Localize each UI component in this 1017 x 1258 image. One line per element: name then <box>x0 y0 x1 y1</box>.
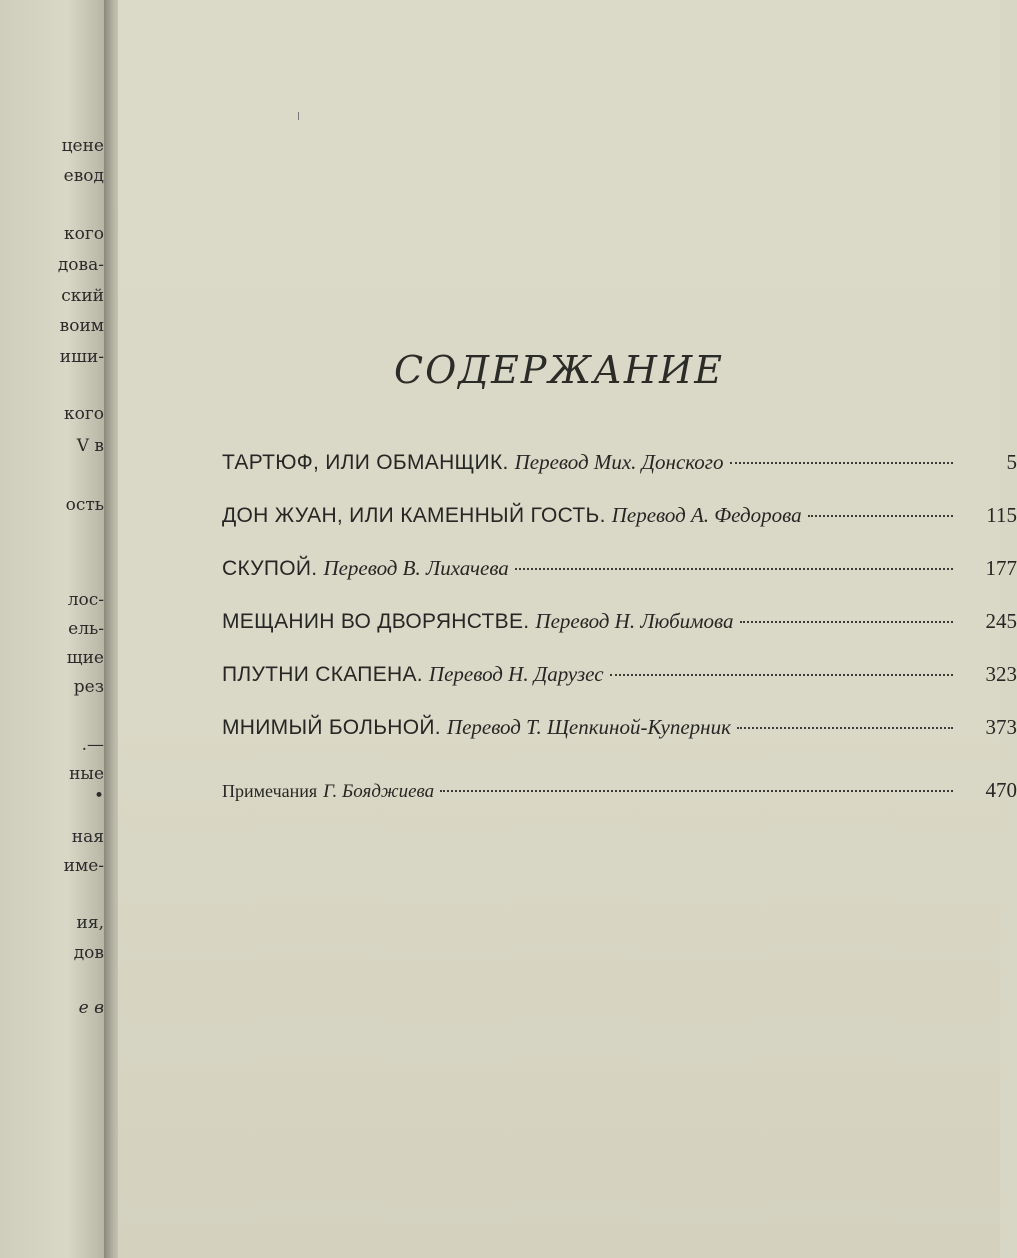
toc-entry <box>222 450 1017 475</box>
toc-title: СКУПОЙ. <box>222 557 318 580</box>
left-text-line: щие <box>66 648 104 668</box>
dot-leader <box>808 515 953 517</box>
dot-leader <box>515 568 953 570</box>
dot-leader <box>730 462 954 464</box>
left-text-line: V в <box>76 436 104 456</box>
dot-leader <box>737 727 953 729</box>
notes-title: Примечания <box>222 781 318 801</box>
left-text-line: ель- <box>68 619 104 639</box>
toc-page-number: 5 <box>1006 450 1017 474</box>
left-text-line: ная <box>71 827 104 847</box>
toc-entry <box>222 503 1017 528</box>
toc-entry <box>222 715 1017 740</box>
toc-title: ПЛУТНИ СКАПЕНА. <box>222 663 423 686</box>
toc-translator: Перевод В. Лихачева <box>323 556 509 580</box>
page-title: СОДЕРЖАНИЕ <box>394 348 724 392</box>
left-text-line: е в <box>78 998 104 1018</box>
print-mark <box>298 112 299 120</box>
toc-page-number: 323 <box>985 662 1017 686</box>
toc-notes-entry <box>222 778 1017 803</box>
left-text-line: рез <box>73 677 104 697</box>
toc-entry <box>222 662 1017 687</box>
toc-page-number: 373 <box>985 715 1017 739</box>
left-text-line: ия, <box>76 913 104 933</box>
toc-entry <box>222 609 1017 634</box>
toc-translator: Перевод Мих. Донского <box>514 450 724 474</box>
left-text-line: цене <box>61 136 104 156</box>
left-text-line: воим <box>59 316 104 336</box>
toc-page-number: 177 <box>985 556 1017 580</box>
toc-title: МНИМЫЙ БОЛЬНОЙ. <box>222 716 441 739</box>
left-text-line: кого <box>63 404 104 424</box>
toc-title: ТАРТЮФ, ИЛИ ОБМАНЩИК. <box>222 451 509 474</box>
toc-translator: Перевод Т. Щепкиной-Куперник <box>446 715 731 739</box>
toc-title: ДОН ЖУАН, ИЛИ КАМЕННЫЙ ГОСТЬ. <box>222 504 606 527</box>
left-text-line: кого <box>63 224 104 244</box>
left-text-line: лос- <box>67 590 104 610</box>
toc-page-number: 245 <box>985 609 1017 633</box>
toc-page-number: 115 <box>986 503 1017 527</box>
left-text-line: евод <box>63 166 104 186</box>
left-text-line: ные <box>69 764 104 784</box>
toc-entry <box>222 556 1017 581</box>
contents-page <box>118 0 1017 1258</box>
left-text-line: ость <box>65 495 104 515</box>
left-text-line: ский <box>61 286 104 306</box>
toc-translator: Перевод Н. Дарузес <box>428 662 604 686</box>
toc-translator: Перевод Н. Любимова <box>535 609 734 633</box>
left-text-line: име- <box>63 856 104 876</box>
notes-author: Г. Бояджиева <box>323 781 435 802</box>
toc-translator: Перевод А. Федорова <box>611 503 802 527</box>
left-text-line: .— <box>81 735 104 755</box>
left-text-line: иши- <box>59 347 104 367</box>
dot-leader <box>610 674 953 676</box>
left-text-line: дова- <box>57 255 104 275</box>
left-text-line: дов <box>73 943 104 963</box>
dot-leader <box>440 790 953 792</box>
dot-leader <box>740 621 953 623</box>
left-text-line: • <box>93 786 104 806</box>
toc-page-number: 470 <box>985 778 1017 802</box>
toc-title: МЕЩАНИН ВО ДВОРЯНСТВЕ. <box>222 610 530 633</box>
left-page-edge <box>0 0 112 1258</box>
